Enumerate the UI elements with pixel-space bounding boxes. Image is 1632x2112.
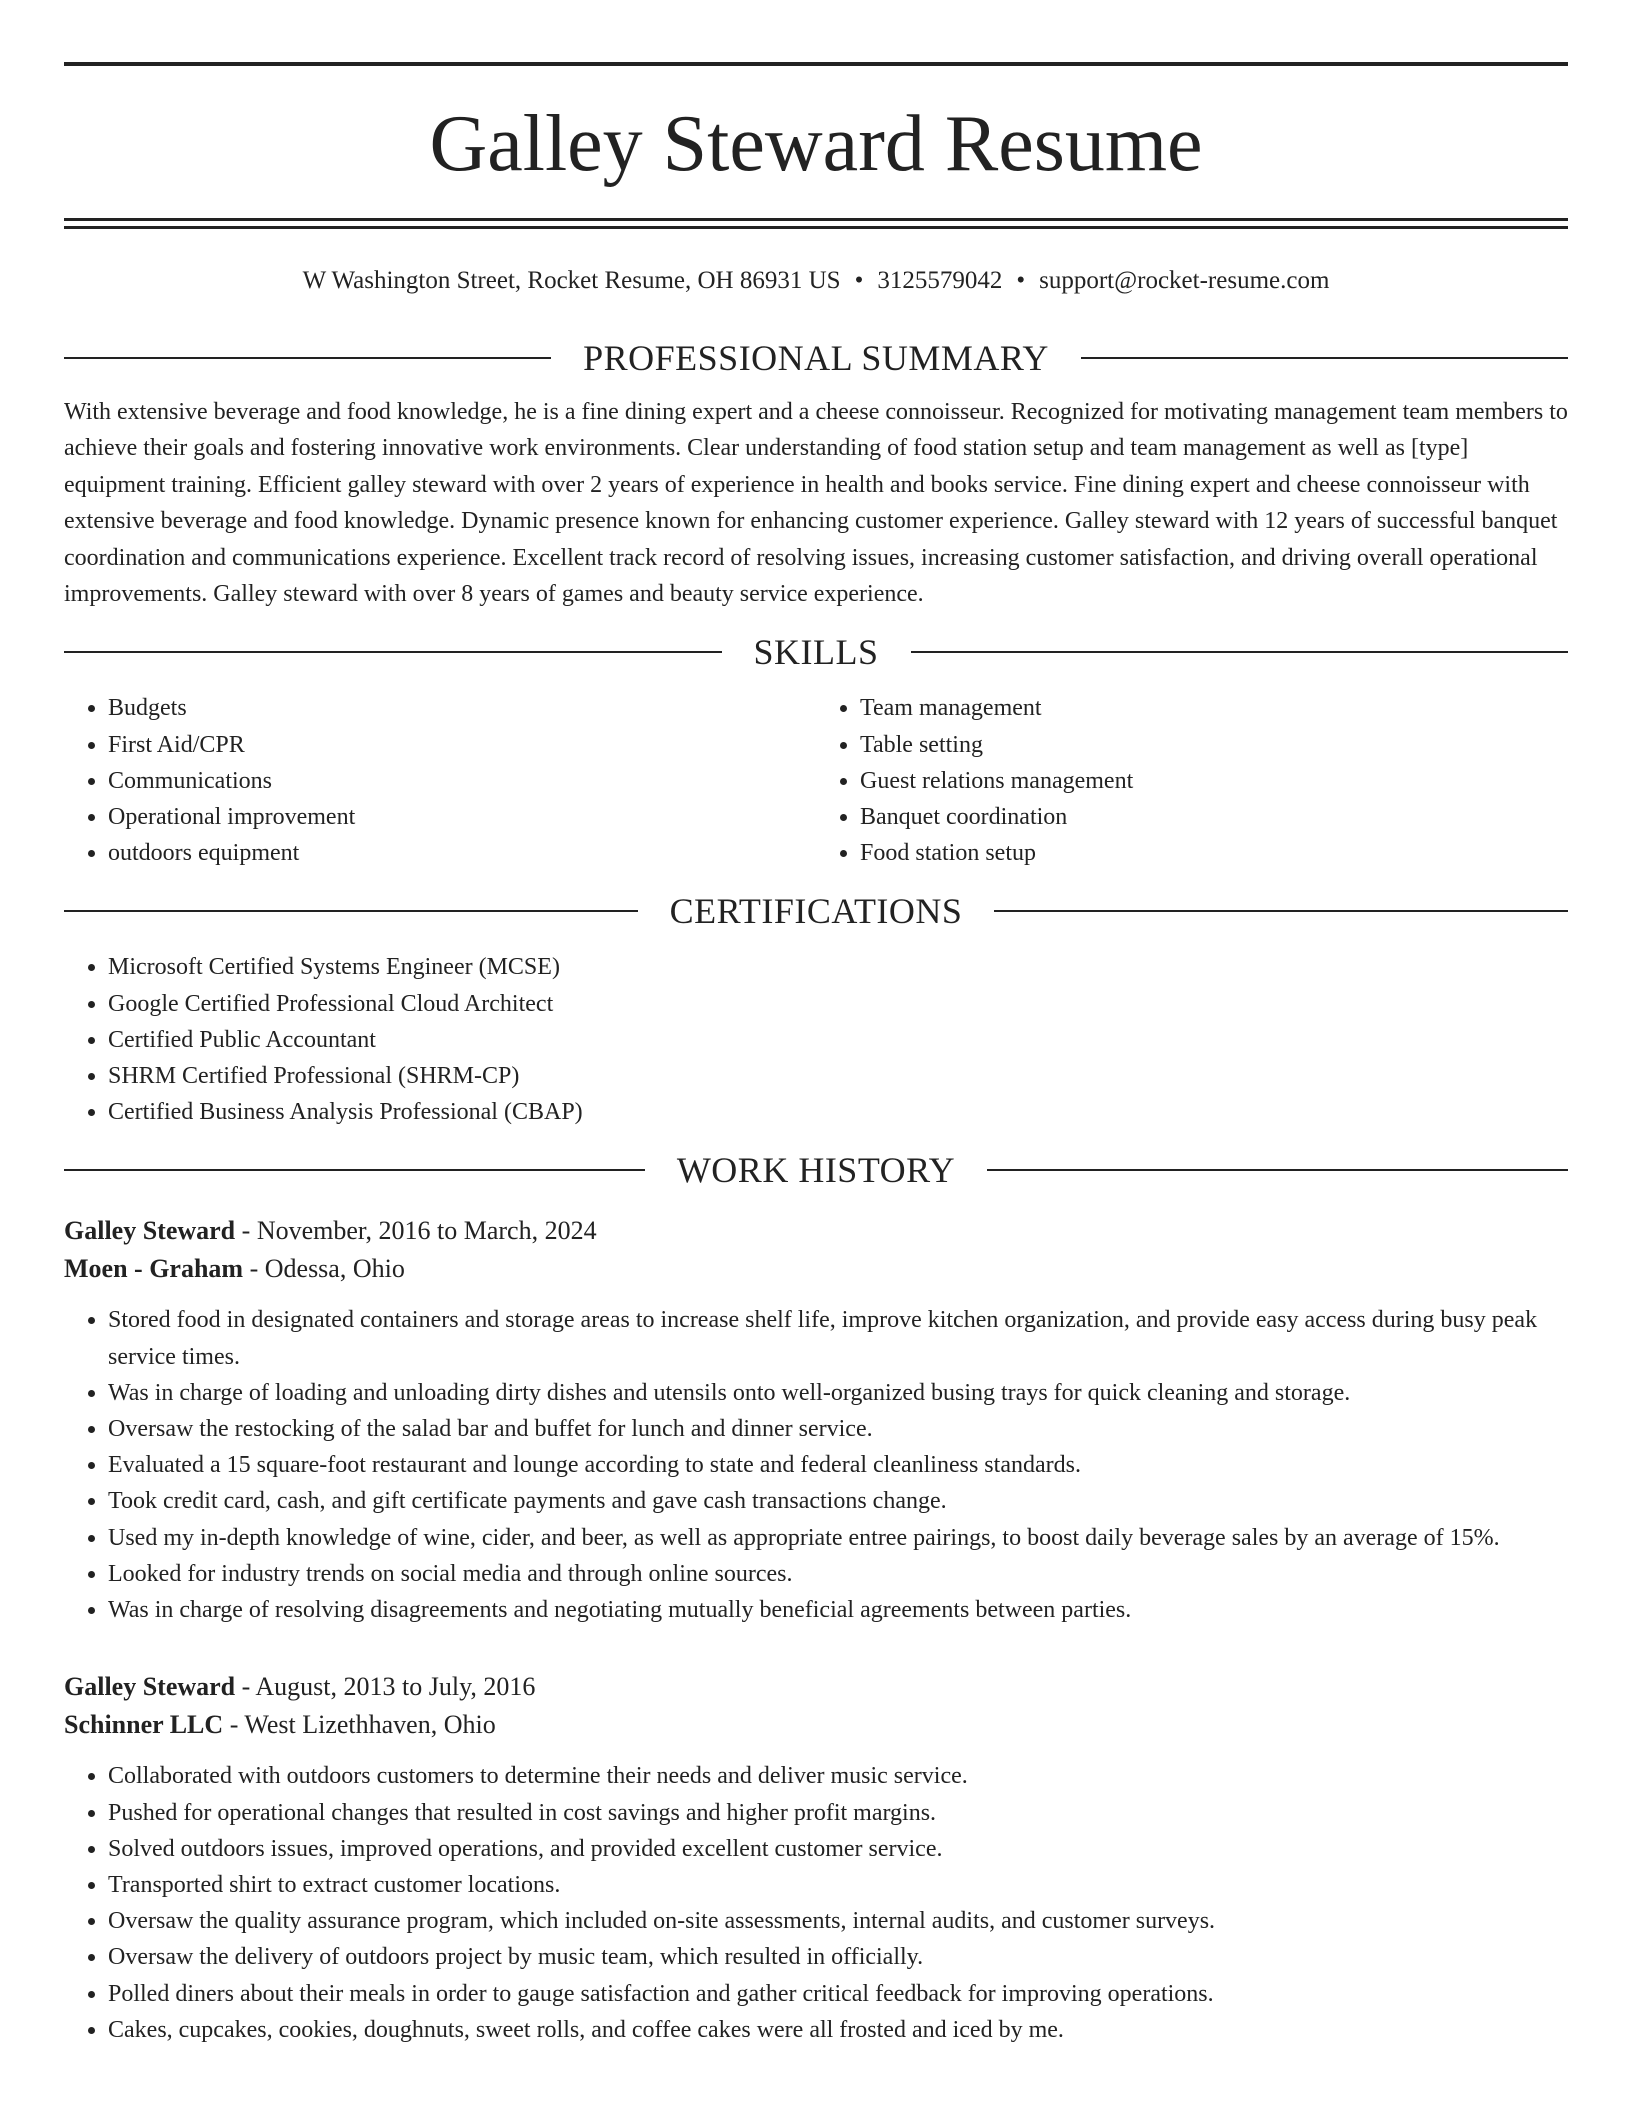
contact-phone: 3125579042 [877,267,1003,294]
certification-item: • Certified Public Accountant [108,1022,1568,1058]
job-company: Moen - Graham [64,1254,244,1284]
heading-rule-right [994,910,1568,912]
heading-rule-left [64,357,551,359]
skill-item: • Food station setup [860,835,1568,871]
job-location: - West Lizethhaven, Ohio [223,1710,496,1740]
heading-rule-right [1081,357,1568,359]
job-entry [64,1212,1568,1628]
top-rule [64,62,1568,66]
certifications-title: CERTIFICATIONS [669,891,963,932]
skill-item: • Communications [108,763,816,799]
contact-separator: • [854,267,864,294]
job-bullet: • Solved outdoors issues, improved operations, and provided excellent customer service. [108,1831,1568,1867]
job-role: Galley Steward [64,1216,236,1246]
skills-title: SKILLS [753,632,879,673]
heading-rule-right [987,1169,1568,1171]
heading-rule-left [64,1169,645,1171]
skill-item: • Team management [860,690,1568,726]
job-bullet: • Looked for industry trends on social media and through online sources. [108,1556,1568,1592]
certification-item: • Microsoft Certified Systems Engineer (MCSE) [108,949,1568,985]
job-company: Schinner LLC [64,1710,224,1740]
skill-item: • Operational improvement [108,799,816,835]
job-location: - Odessa, Ohio [243,1254,405,1284]
contact-email: support@rocket-resume.com [1039,267,1330,294]
job-bullets [64,1302,1568,1628]
job-bullet: • Transported shirt to extract customer locations. [108,1867,1568,1903]
skill-item: • Banquet coordination [860,799,1568,835]
job-bullet: • Oversaw the quality assurance program, which included on-site assessments, internal audits, and customer surveys. [108,1903,1568,1939]
summary-text: With extensive beverage and food knowledge, he is a fine dining expert and a cheese connoisseur. Recognized for motivating management team members to achieve their goals and fostering innovative work environments. Clear understanding of food station setup and team management as well as [type] equipment training. Efficient galley steward with over 2 years of experience in health and books service. Fine dining expert and cheese connoisseur with extensive beverage and food knowledge. Dynamic presence known for enhancing customer experience. Galley steward with 12 years of successful banquet coordination and communications experience. Excellent track record of resolving issues, increasing customer satisfaction, and driving overall operational improvements. Galley steward with over 8 years of games and beauty service experience. [64,399,1568,608]
skill-item: • First Aid/CPR [108,727,816,763]
job-title-line [64,1668,1568,1706]
job-bullet: • Used my in-depth knowledge of wine, cider, and beer, as well as appropriate entree pairings, to boost daily beverage sales by an average of 15%. [108,1520,1568,1556]
heading-rule-left [64,910,638,912]
job-bullet: • Oversaw the restocking of the salad bar and buffet for lunch and dinner service. [108,1411,1568,1447]
heading-rule-left [64,651,722,653]
job-company-line [64,1706,1568,1744]
skills-column-left [64,690,816,871]
job-bullet: • Was in charge of loading and unloading dirty dishes and utensils onto well-organized busing trays for quick cleaning and storage. [108,1375,1568,1411]
resume-title: Galley Steward Resume [429,100,1203,188]
skills-list [64,690,1568,871]
job-company-line [64,1250,1568,1288]
job-bullet: • Cakes, cupcakes, cookies, doughnuts, sweet rolls, and coffee cakes were all frosted and iced by me. [108,2012,1568,2048]
summary-title: PROFESSIONAL SUMMARY [583,338,1049,378]
job-role: Galley Steward [64,1672,236,1702]
summary-section-heading [64,336,1568,380]
certifications-section-heading [64,889,1568,933]
certification-item: • Google Certified Professional Cloud Architect [108,986,1568,1022]
job-bullet: • Took credit card, cash, and gift certificate payments and gave cash transactions change. [108,1483,1568,1519]
header-double-rule [64,218,1568,229]
skill-item: • Table setting [860,727,1568,763]
skill-item: • outdoors equipment [108,835,816,871]
job-bullets [64,1758,1568,2048]
job-bullet: • Oversaw the delivery of outdoors project by music team, which resulted in officially. [108,1939,1568,1975]
work-history-title: WORK HISTORY [676,1150,956,1191]
contact-separator: • [1016,267,1026,294]
contact-line [64,264,1568,298]
job-bullet: • Collaborated with outdoors customers to determine their needs and deliver music service. [108,1758,1568,1794]
job-bullet: • Polled diners about their meals in order to gauge satisfaction and gather critical feedback for improving operations. [108,1976,1568,2012]
job-dates: - August, 2013 to July, 2016 [235,1672,536,1702]
job-title-line [64,1212,1568,1250]
job-dates: - November, 2016 to March, 2024 [235,1216,597,1246]
skills-section-heading [64,630,1568,674]
job-bullet: • Pushed for operational changes that resulted in cost savings and higher profit margins. [108,1795,1568,1831]
contact-address: W Washington Street, Rocket Resume, OH 86931 US [302,267,841,294]
work-history-section-heading [64,1148,1568,1192]
job-bullet: • Was in charge of resolving disagreements and negotiating mutually beneficial agreements between parties. [108,1592,1568,1628]
job-bullet: • Stored food in designated containers and storage areas to increase shelf life, improve kitchen organization, and provide easy access during busy peak service times. [108,1302,1568,1374]
heading-rule-right [911,651,1569,653]
skill-item: • Budgets [108,690,816,726]
skills-column-right [816,690,1568,871]
job-bullet: • Evaluated a 15 square-foot restaurant and lounge according to state and federal cleanliness standards. [108,1447,1568,1483]
skill-item: • Guest relations management [860,763,1568,799]
certifications-items [64,949,1568,1130]
certification-item: • SHRM Certified Professional (SHRM-CP) [108,1058,1568,1094]
certifications-list [64,949,1568,1130]
certification-item: • Certified Business Analysis Professional (CBAP) [108,1094,1568,1130]
job-entry [64,1668,1568,2048]
